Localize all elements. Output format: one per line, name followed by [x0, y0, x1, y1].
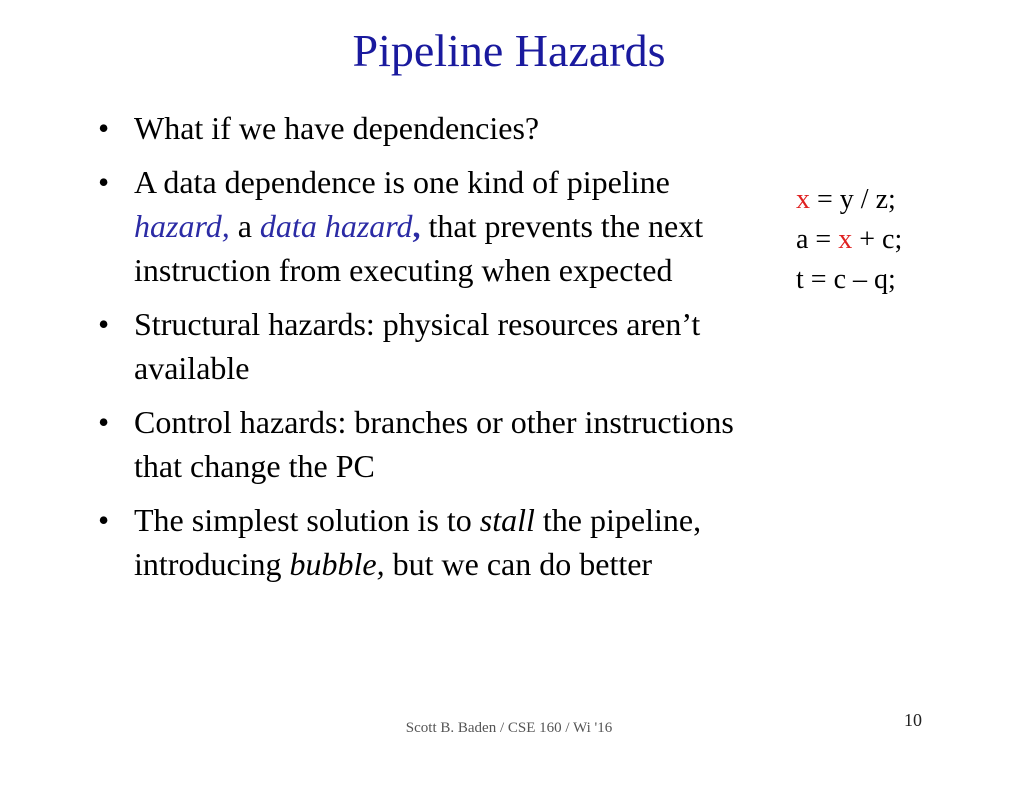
- bullet-list: [96, 106, 736, 596]
- bullet-marker: •: [98, 502, 110, 538]
- slide-title: Pipeline Hazards: [352, 25, 666, 76]
- bullet-marker: •: [98, 306, 110, 342]
- code-example: [796, 180, 902, 300]
- bullet-text: but we can do better: [384, 546, 653, 582]
- hazard-term: hazard,: [134, 208, 230, 244]
- data-hazard-comma: ,: [412, 208, 421, 244]
- code-text: a =: [796, 224, 839, 255]
- bullet-text: Structural hazards: physical resources aren’t available: [134, 306, 701, 386]
- bullet-text: a: [229, 208, 260, 244]
- stall-term: stall: [479, 502, 535, 538]
- bullet-marker: •: [98, 164, 110, 200]
- bullet-marker: •: [98, 110, 110, 146]
- bullet-marker: •: [98, 404, 110, 440]
- bubble-term: bubble,: [289, 546, 385, 582]
- code-line-3: t = c – q;: [796, 264, 896, 295]
- bullet-text: The simplest solution is to: [134, 502, 480, 538]
- data-hazard-term: data hazard: [259, 208, 413, 244]
- code-text: + c;: [852, 224, 903, 255]
- bullet-item: [96, 160, 736, 292]
- bullet-item: [96, 106, 736, 150]
- slide-footer: Scott B. Baden / CSE 160 / Wi '16: [405, 720, 613, 736]
- bullet-text: that prevents the next instruction from executing when expected: [134, 208, 704, 288]
- page-number: 10: [904, 710, 922, 730]
- variable-x: x: [838, 224, 853, 255]
- code-line-1: [796, 180, 902, 220]
- code-line-2: [796, 220, 902, 260]
- variable-x: x: [796, 184, 810, 215]
- bullet-item: [96, 302, 736, 390]
- bullet-item: [96, 400, 736, 488]
- bullet-text: Control hazards: branches or other instructions that change the PC: [134, 404, 734, 484]
- code-text: = y / z;: [810, 184, 896, 215]
- bullet-item: [96, 498, 736, 586]
- bullet-text: What if we have dependencies?: [134, 110, 540, 146]
- bullet-text: the pipeline, introducing: [134, 502, 702, 582]
- bullet-text: A data dependence is one kind of pipeline: [134, 164, 670, 200]
